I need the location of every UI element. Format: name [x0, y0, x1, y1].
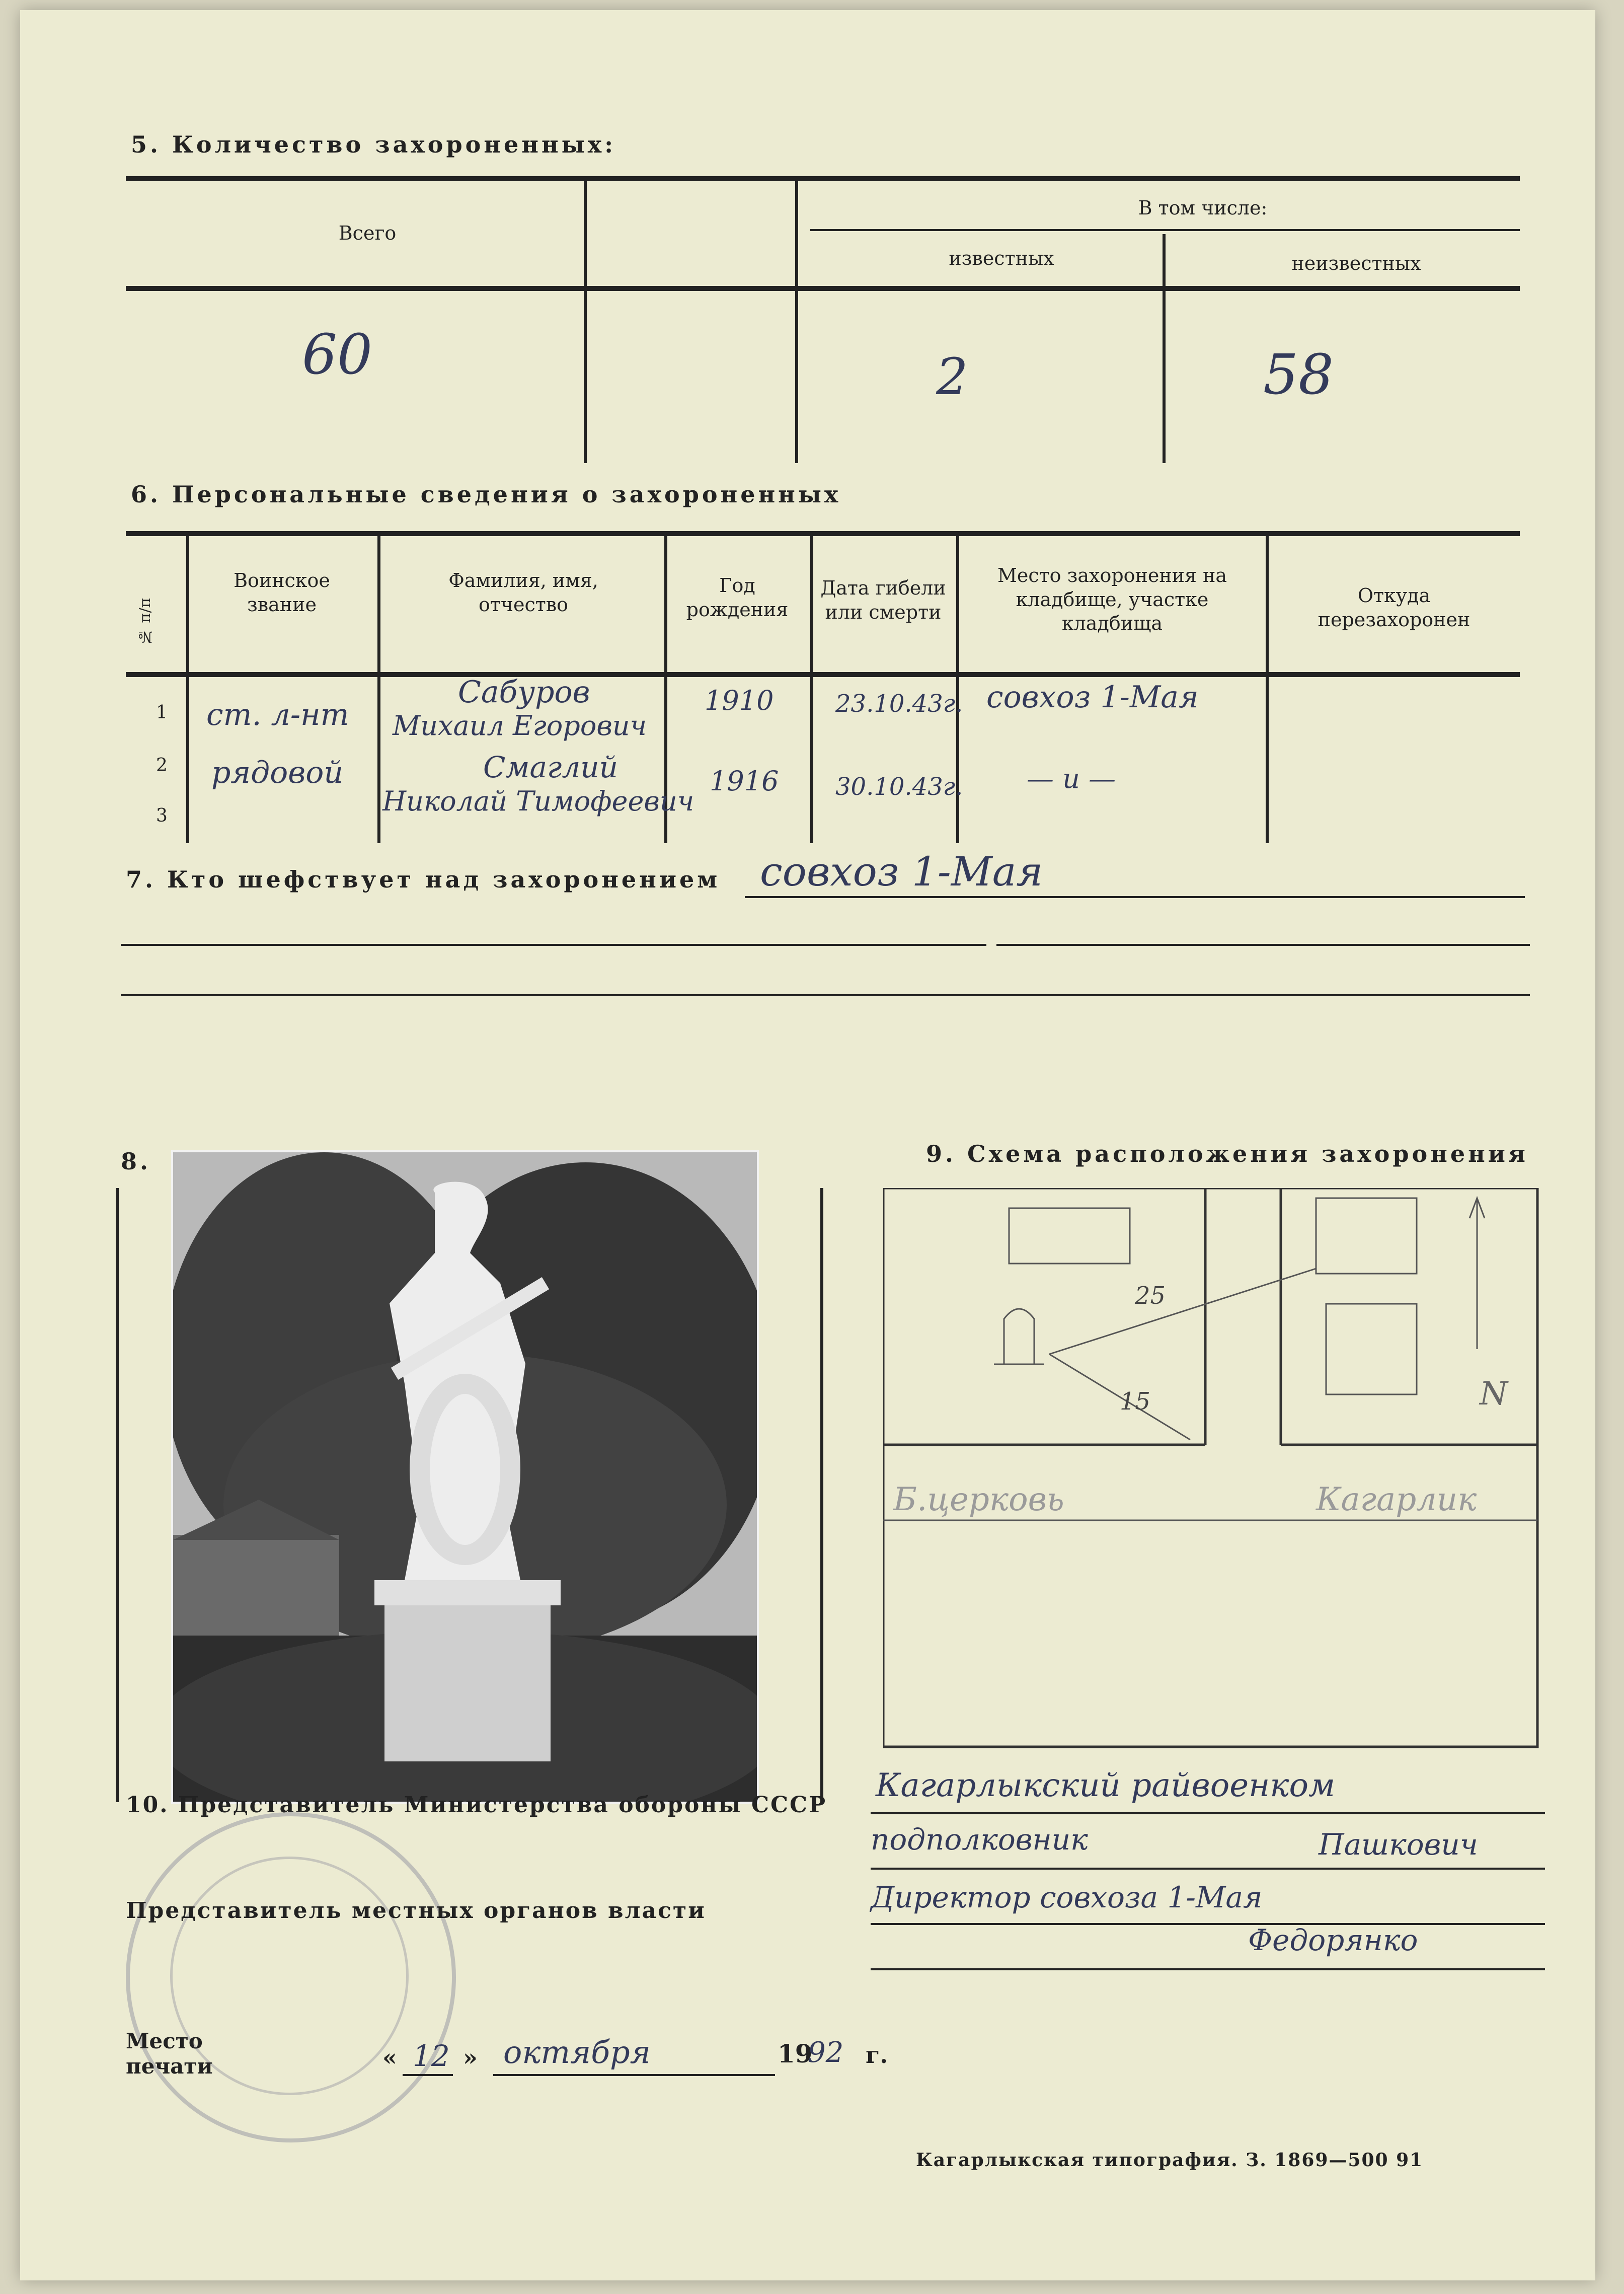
col-known-header: известных [949, 247, 1054, 269]
section7-label: 7. Кто шефствует над захоронением [126, 866, 721, 893]
section8-label: 8. [121, 1148, 151, 1175]
section5-title: 5. Количество захороненных: [131, 131, 616, 158]
table5-divider [584, 181, 587, 463]
table5-divider [795, 181, 798, 463]
mo-representative-line2: подполковник [871, 1822, 1088, 1857]
local-representative-line: Директор совхоза 1-Мая [871, 1880, 1263, 1914]
form-line [745, 896, 1525, 898]
local-representative-name: Федорянко [1248, 1923, 1418, 1957]
burial-scheme [883, 1188, 1548, 1752]
row-death: 30.10.43г. [835, 773, 963, 801]
col-total-header: Всего [338, 222, 397, 244]
local-authority-label: Представитель местных органов власти [126, 1898, 706, 1923]
seal-label-line1: Место [126, 2029, 203, 2053]
birth-header: Год рождения [686, 574, 789, 621]
row-surname: Сабуров [458, 675, 590, 710]
seal-label [126, 2029, 213, 2080]
date-year-unit: г. [866, 2041, 888, 2068]
date-day: 12 [413, 2039, 450, 2073]
mo-representative-name: Пашкович [1319, 1827, 1478, 1862]
north-label: N [1480, 1375, 1508, 1413]
row-birth: 1910 [705, 685, 774, 716]
num-header: № п/п [136, 598, 154, 646]
table6-divider [810, 536, 813, 843]
row-given-name: Михаил Егорович [393, 710, 647, 742]
table5-header-rule [126, 286, 1520, 291]
form-line [871, 1868, 1545, 1870]
seal-label-line2: печати [126, 2054, 213, 2079]
form-line [996, 944, 1530, 946]
row-rank: рядовой [211, 755, 343, 790]
date-quote-open: « [382, 2044, 397, 2071]
row-num: 2 [156, 755, 168, 776]
row-num: 3 [156, 805, 168, 826]
section8-frame [820, 1188, 823, 1802]
row-place: совхоз 1-Мая [986, 680, 1199, 715]
form-line [871, 1968, 1545, 1970]
form-line [871, 1923, 1545, 1925]
total-value: 60 [302, 322, 372, 387]
document-sheet [20, 10, 1595, 2280]
form-line [493, 2074, 775, 2076]
memorial-photo [171, 1150, 759, 1804]
table5-top-rule [126, 176, 1520, 181]
unknown-value: 58 [1263, 342, 1334, 407]
date-month: октября [503, 2034, 651, 2070]
section8-frame [116, 1188, 119, 1802]
row-surname: Смаглий [483, 750, 618, 784]
patron-value: совхоз 1-Мая [760, 848, 1043, 895]
table6-divider [377, 536, 380, 843]
row-birth: 1916 [710, 765, 779, 797]
death-header: Дата гибели или смерти [820, 577, 946, 623]
form-line [121, 944, 986, 946]
place-header: Место захоронения на кладбище, участке кладбища [997, 564, 1227, 634]
rank-header: Воинское звание [234, 569, 330, 616]
form-line [403, 2074, 453, 2076]
row-num: 1 [156, 702, 168, 723]
printer-footer: Кагарлыкская типография. З. 1869—500 91 [916, 2150, 1424, 2171]
col-including-header: В том числе: [1138, 197, 1268, 219]
row-rank: ст. л-нт [206, 697, 349, 732]
table6-divider [1266, 536, 1269, 843]
official-stamp [126, 1812, 456, 2142]
date-year-prefix: 19 [778, 2039, 813, 2068]
known-value: 2 [936, 347, 968, 406]
form-line [121, 994, 1530, 996]
distance-15: 15 [1120, 1387, 1151, 1416]
row-given-name: Николай Тимофеевич [382, 785, 694, 817]
distance-25: 25 [1135, 1282, 1166, 1310]
row-place: — и — [1027, 763, 1116, 794]
form-line [871, 1812, 1545, 1814]
date-quote-close: » [463, 2044, 478, 2071]
from-header: Откуда перезахоронен [1318, 584, 1471, 631]
row-death: 23.10.43г. [835, 690, 963, 718]
table5-divider [1163, 234, 1166, 463]
mo-representative-line1: Кагарлыкский райвоенком [876, 1767, 1336, 1804]
table6-top-rule [126, 531, 1520, 536]
city-left: Б.церковь [893, 1481, 1064, 1518]
date-year-suffix: 92 [808, 2036, 844, 2069]
section9-label: 9. Схема расположения захоронения [926, 1140, 1528, 1167]
col-unknown-header: неизвестных [1291, 252, 1421, 274]
table6-divider [186, 536, 189, 843]
city-right: Кагарлик [1316, 1481, 1477, 1518]
section6-title: 6. Персональные сведения о захороненных [131, 481, 841, 508]
table5-sub-rule [810, 229, 1520, 231]
section10-label: 10. Представитель Министерства обороны СССР [126, 1792, 827, 1818]
table6-header-rule [126, 672, 1520, 677]
name-header: Фамилия, имя, отчество [448, 569, 598, 616]
